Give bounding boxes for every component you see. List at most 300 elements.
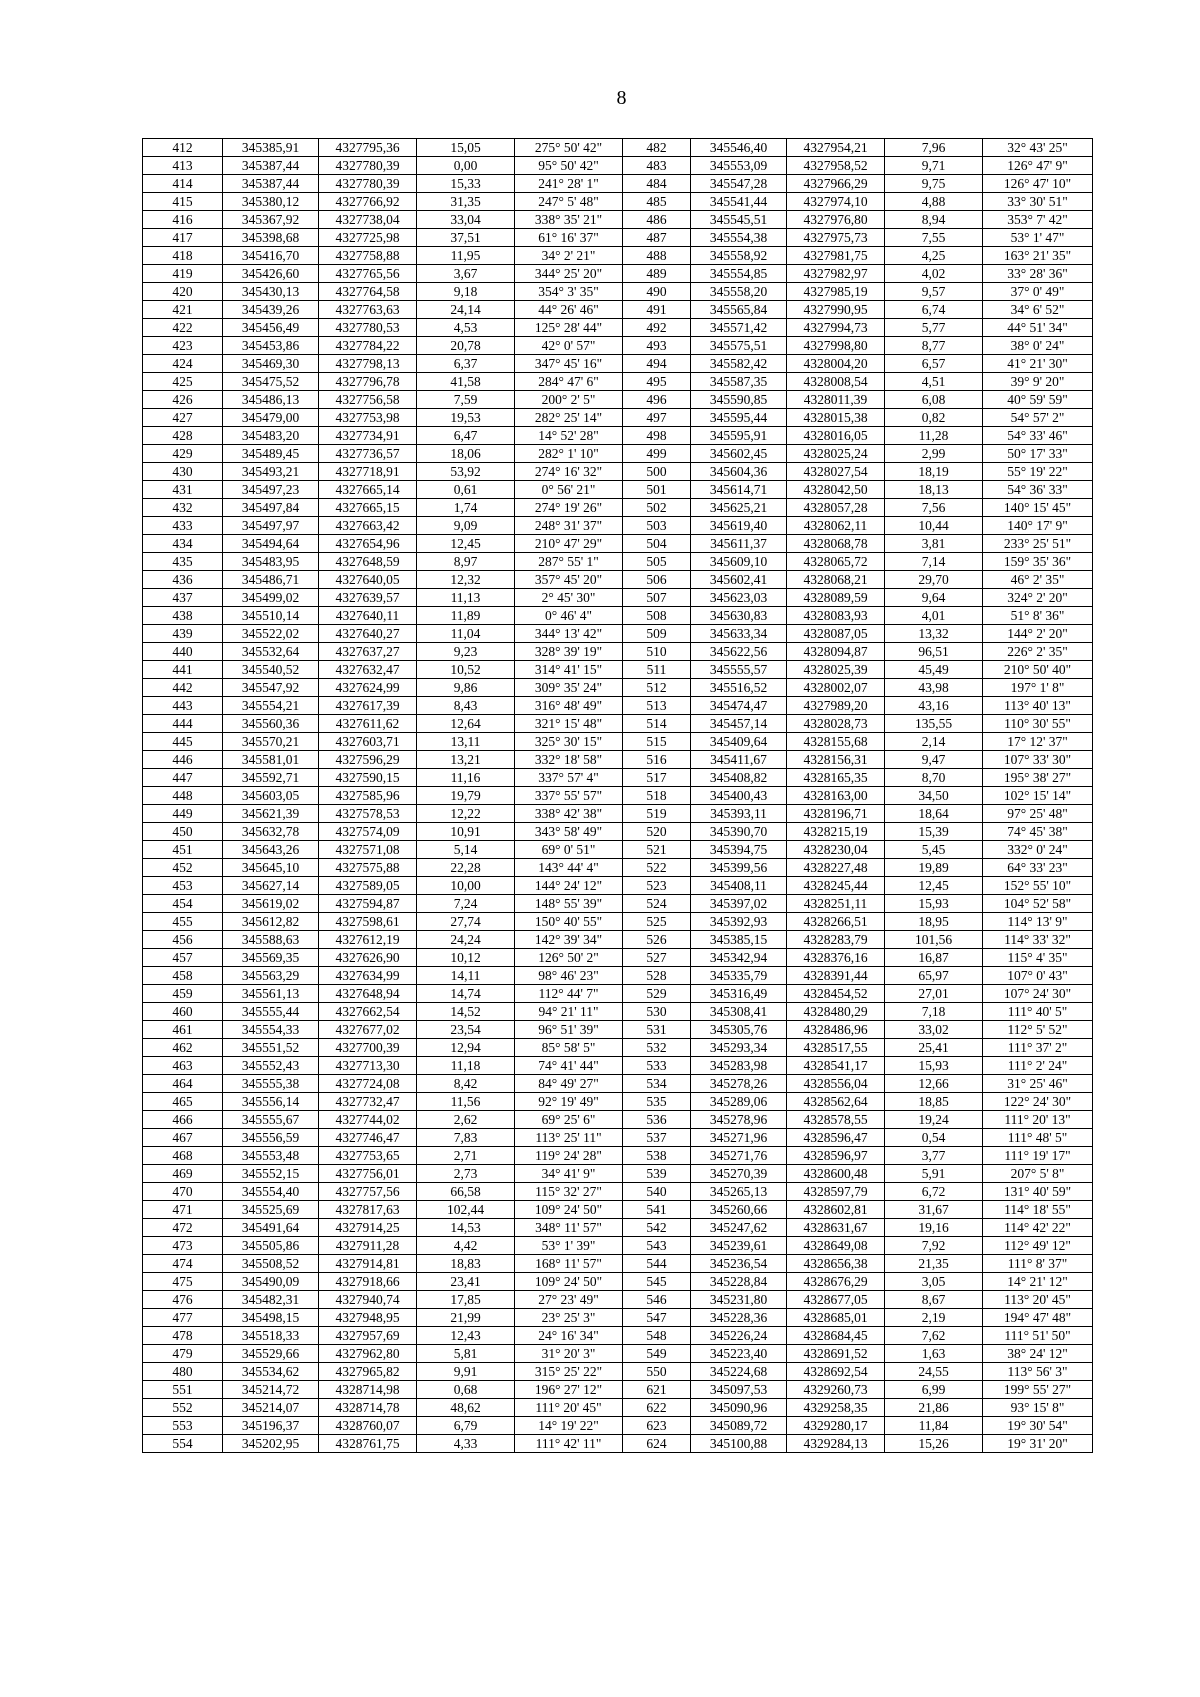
- x-coordinate-cell: 345551,52: [223, 1039, 319, 1057]
- x-coordinate-cell: 345223,40: [691, 1345, 787, 1363]
- bearing-cell: 113° 56' 3": [983, 1363, 1093, 1381]
- bearing-cell: 107° 24' 30": [983, 985, 1093, 1003]
- point-number-cell: 624: [623, 1435, 691, 1453]
- x-coordinate-cell: 345556,59: [223, 1129, 319, 1147]
- table-row: [143, 211, 1093, 229]
- y-coordinate-cell: 4327578,53: [319, 805, 417, 823]
- y-coordinate-cell: 4328016,05: [787, 427, 885, 445]
- bearing-cell: 37° 0' 49": [983, 283, 1093, 301]
- y-coordinate-cell: 4327965,82: [319, 1363, 417, 1381]
- bearing-cell: 107° 0' 43": [983, 967, 1093, 985]
- bearing-cell: 140° 17' 9": [983, 517, 1093, 535]
- table-row: [143, 1327, 1093, 1345]
- bearing-cell: 109° 24' 50": [515, 1201, 623, 1219]
- point-number-cell: 487: [623, 229, 691, 247]
- y-coordinate-cell: 4327958,52: [787, 157, 885, 175]
- y-coordinate-cell: 4327985,19: [787, 283, 885, 301]
- point-number-cell: 512: [623, 679, 691, 697]
- distance-cell: 15,93: [885, 1057, 983, 1075]
- distance-cell: 33,04: [417, 211, 515, 229]
- x-coordinate-cell: 345089,72: [691, 1417, 787, 1435]
- x-coordinate-cell: 345534,62: [223, 1363, 319, 1381]
- x-coordinate-cell: 345510,14: [223, 607, 319, 625]
- bearing-cell: 51° 8' 36": [983, 607, 1093, 625]
- distance-cell: 15,05: [417, 139, 515, 157]
- bearing-cell: 14° 19' 22": [515, 1417, 623, 1435]
- x-coordinate-cell: 345645,10: [223, 859, 319, 877]
- x-coordinate-cell: 345555,57: [691, 661, 787, 679]
- x-coordinate-cell: 345571,42: [691, 319, 787, 337]
- y-coordinate-cell: 4327585,96: [319, 787, 417, 805]
- bearing-cell: 115° 32' 27": [515, 1183, 623, 1201]
- bearing-cell: 38° 24' 12": [983, 1345, 1093, 1363]
- bearing-cell: 126° 50' 2": [515, 949, 623, 967]
- bearing-cell: 102° 15' 14": [983, 787, 1093, 805]
- point-number-cell: 427: [143, 409, 223, 427]
- point-number-cell: 461: [143, 1021, 223, 1039]
- distance-cell: 66,58: [417, 1183, 515, 1201]
- x-coordinate-cell: 345469,30: [223, 355, 319, 373]
- point-number-cell: 550: [623, 1363, 691, 1381]
- distance-cell: 2,19: [885, 1309, 983, 1327]
- distance-cell: 12,43: [417, 1327, 515, 1345]
- bearing-cell: 328° 39' 19": [515, 643, 623, 661]
- bearing-cell: 54° 36' 33": [983, 481, 1093, 499]
- bearing-cell: 226° 2' 35": [983, 643, 1093, 661]
- point-number-cell: 500: [623, 463, 691, 481]
- bearing-cell: 33° 28' 36": [983, 265, 1093, 283]
- bearing-cell: 19° 30' 54": [983, 1417, 1093, 1435]
- x-coordinate-cell: 345316,49: [691, 985, 787, 1003]
- y-coordinate-cell: 4327954,21: [787, 139, 885, 157]
- x-coordinate-cell: 345497,97: [223, 517, 319, 535]
- distance-cell: 12,64: [417, 715, 515, 733]
- x-coordinate-cell: 345545,51: [691, 211, 787, 229]
- bearing-cell: 274° 19' 26": [515, 499, 623, 517]
- point-number-cell: 532: [623, 1039, 691, 1057]
- distance-cell: 13,21: [417, 751, 515, 769]
- point-number-cell: 545: [623, 1273, 691, 1291]
- distance-cell: 14,74: [417, 985, 515, 1003]
- x-coordinate-cell: 345100,88: [691, 1435, 787, 1453]
- table-row: [143, 157, 1093, 175]
- point-number-cell: 468: [143, 1147, 223, 1165]
- distance-cell: 7,59: [417, 391, 515, 409]
- bearing-cell: 315° 25' 22": [515, 1363, 623, 1381]
- table-row: [143, 787, 1093, 805]
- table-body: [143, 139, 1093, 1453]
- bearing-cell: 112° 49' 12": [983, 1237, 1093, 1255]
- point-number-cell: 541: [623, 1201, 691, 1219]
- x-coordinate-cell: 345408,82: [691, 769, 787, 787]
- table-row: [143, 445, 1093, 463]
- x-coordinate-cell: 345546,40: [691, 139, 787, 157]
- distance-cell: 19,24: [885, 1111, 983, 1129]
- bearing-cell: 348° 11' 57": [515, 1219, 623, 1237]
- point-number-cell: 621: [623, 1381, 691, 1399]
- x-coordinate-cell: 345555,44: [223, 1003, 319, 1021]
- bearing-cell: 0° 56' 21": [515, 481, 623, 499]
- point-number-cell: 529: [623, 985, 691, 1003]
- y-coordinate-cell: 4328760,07: [319, 1417, 417, 1435]
- bearing-cell: 27° 23' 49": [515, 1291, 623, 1309]
- bearing-cell: 85° 58' 5": [515, 1039, 623, 1057]
- distance-cell: 12,45: [885, 877, 983, 895]
- y-coordinate-cell: 4327594,87: [319, 895, 417, 913]
- point-number-cell: 445: [143, 733, 223, 751]
- distance-cell: 15,39: [885, 823, 983, 841]
- x-coordinate-cell: 345308,41: [691, 1003, 787, 1021]
- table-row: [143, 1255, 1093, 1273]
- y-coordinate-cell: 4328008,54: [787, 373, 885, 391]
- point-number-cell: 622: [623, 1399, 691, 1417]
- table-row: [143, 301, 1093, 319]
- point-number-cell: 439: [143, 625, 223, 643]
- x-coordinate-cell: 345619,02: [223, 895, 319, 913]
- distance-cell: 18,64: [885, 805, 983, 823]
- bearing-cell: 125° 28' 44": [515, 319, 623, 337]
- y-coordinate-cell: 4327732,47: [319, 1093, 417, 1111]
- distance-cell: 9,91: [417, 1363, 515, 1381]
- point-number-cell: 492: [623, 319, 691, 337]
- distance-cell: 11,13: [417, 589, 515, 607]
- bearing-cell: 96° 51' 39": [515, 1021, 623, 1039]
- point-number-cell: 476: [143, 1291, 223, 1309]
- y-coordinate-cell: 4328215,19: [787, 823, 885, 841]
- point-number-cell: 416: [143, 211, 223, 229]
- point-number-cell: 535: [623, 1093, 691, 1111]
- bearing-cell: 194° 47' 48": [983, 1309, 1093, 1327]
- x-coordinate-cell: 345497,23: [223, 481, 319, 499]
- point-number-cell: 449: [143, 805, 223, 823]
- bearing-cell: 17° 12' 37": [983, 733, 1093, 751]
- x-coordinate-cell: 345270,39: [691, 1165, 787, 1183]
- point-number-cell: 418: [143, 247, 223, 265]
- y-coordinate-cell: 4327756,01: [319, 1165, 417, 1183]
- x-coordinate-cell: 345398,68: [223, 229, 319, 247]
- distance-cell: 6,72: [885, 1183, 983, 1201]
- x-coordinate-cell: 345581,01: [223, 751, 319, 769]
- x-coordinate-cell: 345474,47: [691, 697, 787, 715]
- point-number-cell: 470: [143, 1183, 223, 1201]
- distance-cell: 6,79: [417, 1417, 515, 1435]
- x-coordinate-cell: 345224,68: [691, 1363, 787, 1381]
- x-coordinate-cell: 345643,26: [223, 841, 319, 859]
- x-coordinate-cell: 345554,38: [691, 229, 787, 247]
- y-coordinate-cell: 4328156,31: [787, 751, 885, 769]
- x-coordinate-cell: 345552,15: [223, 1165, 319, 1183]
- distance-cell: 10,44: [885, 517, 983, 535]
- y-coordinate-cell: 4327654,96: [319, 535, 417, 553]
- point-number-cell: 458: [143, 967, 223, 985]
- point-number-cell: 513: [623, 697, 691, 715]
- bearing-cell: 113° 20' 45": [983, 1291, 1093, 1309]
- bearing-cell: 114° 13' 9": [983, 913, 1093, 931]
- distance-cell: 5,81: [417, 1345, 515, 1363]
- distance-cell: 0,61: [417, 481, 515, 499]
- y-coordinate-cell: 4327990,95: [787, 301, 885, 319]
- distance-cell: 1,63: [885, 1345, 983, 1363]
- point-number-cell: 536: [623, 1111, 691, 1129]
- x-coordinate-cell: 345529,66: [223, 1345, 319, 1363]
- point-number-cell: 479: [143, 1345, 223, 1363]
- table-row: [143, 1399, 1093, 1417]
- distance-cell: 11,84: [885, 1417, 983, 1435]
- bearing-cell: 195° 38' 27": [983, 769, 1093, 787]
- bearing-cell: 274° 16' 32": [515, 463, 623, 481]
- y-coordinate-cell: 4327640,27: [319, 625, 417, 643]
- bearing-cell: 34° 41' 9": [515, 1165, 623, 1183]
- y-coordinate-cell: 4328556,04: [787, 1075, 885, 1093]
- bearing-cell: 196° 27' 12": [515, 1381, 623, 1399]
- y-coordinate-cell: 4328057,28: [787, 499, 885, 517]
- x-coordinate-cell: 345231,80: [691, 1291, 787, 1309]
- x-coordinate-cell: 345490,09: [223, 1273, 319, 1291]
- x-coordinate-cell: 345522,02: [223, 625, 319, 643]
- distance-cell: 101,56: [885, 931, 983, 949]
- bearing-cell: 131° 40' 59": [983, 1183, 1093, 1201]
- point-number-cell: 419: [143, 265, 223, 283]
- x-coordinate-cell: 345489,45: [223, 445, 319, 463]
- x-coordinate-cell: 345202,95: [223, 1435, 319, 1453]
- bearing-cell: 107° 33' 30": [983, 751, 1093, 769]
- y-coordinate-cell: 4328230,04: [787, 841, 885, 859]
- bearing-cell: 112° 5' 52": [983, 1021, 1093, 1039]
- bearing-cell: 338° 42' 38": [515, 805, 623, 823]
- table-row: [143, 1165, 1093, 1183]
- x-coordinate-cell: 345411,67: [691, 751, 787, 769]
- point-number-cell: 537: [623, 1129, 691, 1147]
- distance-cell: 0,54: [885, 1129, 983, 1147]
- table-row: [143, 337, 1093, 355]
- bearing-cell: 50° 17' 33": [983, 445, 1093, 463]
- x-coordinate-cell: 345554,85: [691, 265, 787, 283]
- y-coordinate-cell: 4328068,78: [787, 535, 885, 553]
- distance-cell: 29,70: [885, 571, 983, 589]
- distance-cell: 6,47: [417, 427, 515, 445]
- x-coordinate-cell: 345602,45: [691, 445, 787, 463]
- point-number-cell: 491: [623, 301, 691, 319]
- point-number-cell: 516: [623, 751, 691, 769]
- distance-cell: 23,41: [417, 1273, 515, 1291]
- distance-cell: 8,43: [417, 697, 515, 715]
- bearing-cell: 64° 33' 23": [983, 859, 1093, 877]
- x-coordinate-cell: 345400,43: [691, 787, 787, 805]
- bearing-cell: 140° 15' 45": [983, 499, 1093, 517]
- distance-cell: 4,42: [417, 1237, 515, 1255]
- y-coordinate-cell: 4328486,96: [787, 1021, 885, 1039]
- point-number-cell: 521: [623, 841, 691, 859]
- point-number-cell: 505: [623, 553, 691, 571]
- distance-cell: 25,41: [885, 1039, 983, 1057]
- distance-cell: 7,83: [417, 1129, 515, 1147]
- y-coordinate-cell: 4327624,99: [319, 679, 417, 697]
- bearing-cell: 110° 30' 55": [983, 715, 1093, 733]
- y-coordinate-cell: 4328600,48: [787, 1165, 885, 1183]
- distance-cell: 5,14: [417, 841, 515, 859]
- y-coordinate-cell: 4328042,50: [787, 481, 885, 499]
- y-coordinate-cell: 4327994,73: [787, 319, 885, 337]
- coordinates-table: [142, 138, 1093, 1453]
- y-coordinate-cell: 4327662,54: [319, 1003, 417, 1021]
- table-row: [143, 1309, 1093, 1327]
- distance-cell: 10,00: [417, 877, 515, 895]
- point-number-cell: 533: [623, 1057, 691, 1075]
- x-coordinate-cell: 345547,28: [691, 175, 787, 193]
- y-coordinate-cell: 4327632,47: [319, 661, 417, 679]
- point-number-cell: 480: [143, 1363, 223, 1381]
- y-coordinate-cell: 4327962,80: [319, 1345, 417, 1363]
- bearing-cell: 282° 1' 10": [515, 445, 623, 463]
- bearing-cell: 31° 20' 3": [515, 1345, 623, 1363]
- x-coordinate-cell: 345555,67: [223, 1111, 319, 1129]
- table-row: [143, 247, 1093, 265]
- y-coordinate-cell: 4327914,81: [319, 1255, 417, 1273]
- bearing-cell: 143° 44' 4": [515, 859, 623, 877]
- table-row: [143, 1345, 1093, 1363]
- distance-cell: 7,55: [885, 229, 983, 247]
- distance-cell: 4,33: [417, 1435, 515, 1453]
- distance-cell: 11,04: [417, 625, 515, 643]
- point-number-cell: 441: [143, 661, 223, 679]
- bearing-cell: 284° 47' 6": [515, 373, 623, 391]
- y-coordinate-cell: 4328685,01: [787, 1309, 885, 1327]
- point-number-cell: 420: [143, 283, 223, 301]
- x-coordinate-cell: 345555,38: [223, 1075, 319, 1093]
- y-coordinate-cell: 4328089,59: [787, 589, 885, 607]
- point-number-cell: 524: [623, 895, 691, 913]
- bearing-cell: 113° 25' 11": [515, 1129, 623, 1147]
- table-row: [143, 589, 1093, 607]
- bearing-cell: 111° 19' 17": [983, 1147, 1093, 1165]
- distance-cell: 9,47: [885, 751, 983, 769]
- point-number-cell: 413: [143, 157, 223, 175]
- bearing-cell: 337° 55' 57": [515, 787, 623, 805]
- x-coordinate-cell: 345453,86: [223, 337, 319, 355]
- distance-cell: 19,16: [885, 1219, 983, 1237]
- x-coordinate-cell: 345390,70: [691, 823, 787, 841]
- point-number-cell: 438: [143, 607, 223, 625]
- y-coordinate-cell: 4328251,11: [787, 895, 885, 913]
- x-coordinate-cell: 345627,14: [223, 877, 319, 895]
- bearing-cell: 74° 45' 38": [983, 823, 1093, 841]
- table-row: [143, 391, 1093, 409]
- distance-cell: 31,67: [885, 1201, 983, 1219]
- distance-cell: 7,14: [885, 553, 983, 571]
- y-coordinate-cell: 4328155,68: [787, 733, 885, 751]
- y-coordinate-cell: 4327640,05: [319, 571, 417, 589]
- bearing-cell: 282° 25' 14": [515, 409, 623, 427]
- y-coordinate-cell: 4327626,90: [319, 949, 417, 967]
- table-row: [143, 175, 1093, 193]
- distance-cell: 2,62: [417, 1111, 515, 1129]
- bearing-cell: 61° 16' 37": [515, 229, 623, 247]
- y-coordinate-cell: 4329260,73: [787, 1381, 885, 1399]
- bearing-cell: 321° 15' 48": [515, 715, 623, 733]
- table-row: [143, 193, 1093, 211]
- distance-cell: 7,96: [885, 139, 983, 157]
- y-coordinate-cell: 4327744,02: [319, 1111, 417, 1129]
- table-row: [143, 319, 1093, 337]
- distance-cell: 9,64: [885, 589, 983, 607]
- page-number: 8: [616, 87, 627, 109]
- table-row: [143, 715, 1093, 733]
- point-number-cell: 460: [143, 1003, 223, 1021]
- y-coordinate-cell: 4328714,98: [319, 1381, 417, 1399]
- bearing-cell: 41° 21' 30": [983, 355, 1093, 373]
- distance-cell: 20,78: [417, 337, 515, 355]
- point-number-cell: 547: [623, 1309, 691, 1327]
- bearing-cell: 112° 44' 7": [515, 985, 623, 1003]
- bearing-cell: 344° 25' 20": [515, 265, 623, 283]
- bearing-cell: 248° 31' 37": [515, 517, 623, 535]
- bearing-cell: 69° 0' 51": [515, 841, 623, 859]
- x-coordinate-cell: 345387,44: [223, 175, 319, 193]
- point-number-cell: 496: [623, 391, 691, 409]
- y-coordinate-cell: 4327966,29: [787, 175, 885, 193]
- x-coordinate-cell: 345439,26: [223, 301, 319, 319]
- bearing-cell: 159° 35' 36": [983, 553, 1093, 571]
- bearing-cell: 24° 16' 34": [515, 1327, 623, 1345]
- bearing-cell: 39° 9' 20": [983, 373, 1093, 391]
- x-coordinate-cell: 345625,21: [691, 499, 787, 517]
- distance-cell: 9,23: [417, 643, 515, 661]
- bearing-cell: 23° 25' 3": [515, 1309, 623, 1327]
- distance-cell: 3,77: [885, 1147, 983, 1165]
- y-coordinate-cell: 4328596,47: [787, 1129, 885, 1147]
- x-coordinate-cell: 345305,76: [691, 1021, 787, 1039]
- point-number-cell: 515: [623, 733, 691, 751]
- bearing-cell: 207° 5' 8": [983, 1165, 1093, 1183]
- point-number-cell: 484: [623, 175, 691, 193]
- bearing-cell: 74° 41' 44": [515, 1057, 623, 1075]
- table-row: [143, 913, 1093, 931]
- distance-cell: 10,52: [417, 661, 515, 679]
- bearing-cell: 344° 13' 42": [515, 625, 623, 643]
- distance-cell: 37,51: [417, 229, 515, 247]
- distance-cell: 96,51: [885, 643, 983, 661]
- x-coordinate-cell: 345278,26: [691, 1075, 787, 1093]
- distance-cell: 13,32: [885, 625, 983, 643]
- y-coordinate-cell: 4328656,38: [787, 1255, 885, 1273]
- x-coordinate-cell: 345499,02: [223, 589, 319, 607]
- distance-cell: 0,00: [417, 157, 515, 175]
- x-coordinate-cell: 345367,92: [223, 211, 319, 229]
- point-number-cell: 488: [623, 247, 691, 265]
- x-coordinate-cell: 345541,44: [691, 193, 787, 211]
- y-coordinate-cell: 4328025,24: [787, 445, 885, 463]
- y-coordinate-cell: 4327766,92: [319, 193, 417, 211]
- y-coordinate-cell: 4327603,71: [319, 733, 417, 751]
- point-number-cell: 452: [143, 859, 223, 877]
- distance-cell: 18,06: [417, 445, 515, 463]
- table-row: [143, 1129, 1093, 1147]
- distance-cell: 8,94: [885, 211, 983, 229]
- bearing-cell: 34° 6' 52": [983, 301, 1093, 319]
- x-coordinate-cell: 345392,93: [691, 913, 787, 931]
- distance-cell: 23,54: [417, 1021, 515, 1039]
- x-coordinate-cell: 345228,84: [691, 1273, 787, 1291]
- table-row: [143, 1435, 1093, 1453]
- table-row: [143, 427, 1093, 445]
- y-coordinate-cell: 4327976,80: [787, 211, 885, 229]
- bearing-cell: 332° 18' 58": [515, 751, 623, 769]
- bearing-cell: 113° 40' 13": [983, 697, 1093, 715]
- bearing-cell: 115° 4' 35": [983, 949, 1093, 967]
- x-coordinate-cell: 345547,92: [223, 679, 319, 697]
- point-number-cell: 530: [623, 1003, 691, 1021]
- x-coordinate-cell: 345622,56: [691, 643, 787, 661]
